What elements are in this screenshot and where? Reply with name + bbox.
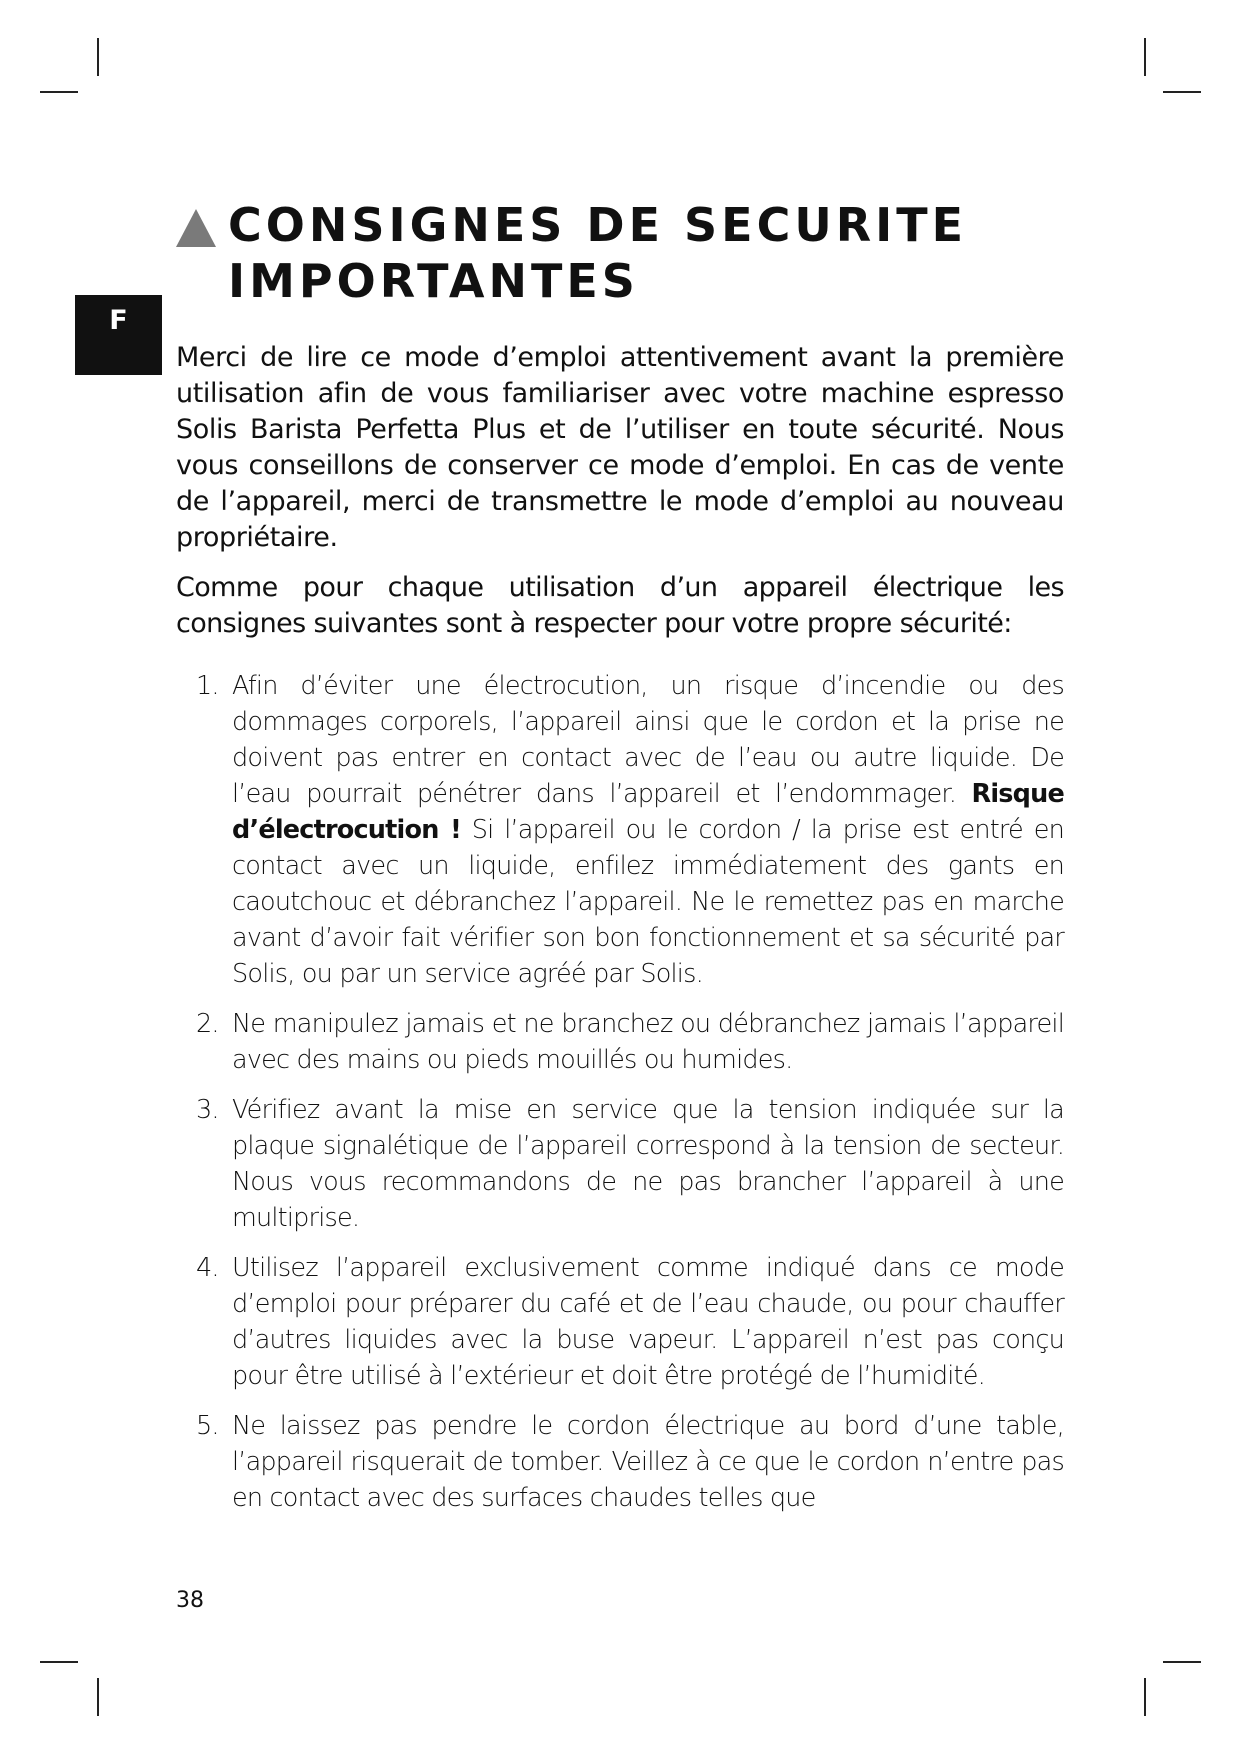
list-item (176, 1250, 1064, 1394)
intro-paragraph-2: Comme pour chaque utilisation d’un appareil électrique les consignes suivantes sont à respecter pour votre propre sécurité: (176, 572, 1064, 639)
list-item (176, 1092, 1064, 1236)
crop-mark-top-left-horizontal (40, 91, 78, 93)
page-title (228, 197, 1076, 309)
title-line-2: IMPORTANTES (228, 254, 639, 308)
list-item-text: Ne manipulez jamais et ne branchez ou débranchez jamais l’appareil avec des mains ou pieds mouillés ou humides. (232, 1009, 1064, 1075)
list-item (176, 1408, 1064, 1516)
list-item-emphasis: Risque d’électrocution ! (232, 779, 1064, 845)
list-item-number: 2. (196, 1009, 219, 1039)
list-item-text: Afin d’éviter une électrocution, un risque d’incendie ou des dommages corporels, l’appareil ainsi que le cordon et la prise ne doivent pas entrer en contact avec de l’eau ou autre liquide. De l’eau pourrait pénétrer dans l’appareil et l’endommager. (232, 671, 1064, 809)
list-item (176, 668, 1064, 992)
document-body (176, 340, 1064, 1530)
language-tab: F (75, 295, 162, 375)
crop-mark-bottom-left-horizontal (40, 1661, 78, 1663)
list-item-number: 1. (196, 671, 219, 701)
crop-mark-bottom-left-vertical (97, 1678, 99, 1716)
crop-mark-bottom-right-vertical (1144, 1678, 1146, 1716)
intro-paragraph: Merci de lire ce mode d’emploi attentivement avant la première utilisation afin de vous familiariser avec votre machine espresso Solis Barista Perfetta Plus et de l’utiliser en toute sécurité. Nous vous conseillons de conserver ce mode d’emploi. En cas de vente de l’appareil, merci de transmettre le mode d’emploi au nouveau propriétaire. (176, 342, 1064, 553)
crop-mark-top-right-vertical (1144, 38, 1146, 76)
list-item-text: Utilisez l’appareil exclusivement comme indiqué dans ce mode d’emploi pour préparer du café et de l’eau chaude, ou pour chauffer d’autres liquides avec la buse vapeur. L’appareil n’est pas conçu pour être utilisé à l’extérieur et doit être protégé de l’humidité. (232, 1253, 1064, 1391)
warning-triangle-icon (176, 209, 216, 247)
list-item-number: 4. (196, 1253, 219, 1283)
crop-mark-top-left-vertical (97, 38, 99, 76)
list-item-number: 3. (196, 1095, 219, 1125)
page-number: 38 (176, 1588, 204, 1613)
safety-rules-list (176, 668, 1064, 1516)
section-title (176, 197, 1076, 309)
list-item-text: Vérifiez avant la mise en service que la tension indiquée sur la plaque signalétique de l’appareil correspond à la tension de secteur. Nous vous recommandons de ne pas brancher l’appareil à une multiprise. (232, 1095, 1064, 1233)
list-item-text: Ne laissez pas pendre le cordon électrique au bord d’une table, l’appareil risquerait de tomber. Veillez à ce que le cordon n’entre pas en contact avec des surfaces chaudes telles que (232, 1411, 1064, 1513)
crop-mark-top-right-horizontal (1163, 91, 1201, 93)
title-line-1: CONSIGNES DE SECURITE (228, 198, 968, 252)
list-item-number: 5. (196, 1411, 219, 1441)
list-item-text-continued: Si l’appareil ou le cordon / la prise est entré en contact avec un liquide, enfilez immédiatement des gants en caoutchouc et débranchez l’appareil. Ne le remettez pas en marche avant d’avoir fait vérifier son bon fonctionnement et sa sécurité par Solis, ou par un service agréé par Solis. (232, 815, 1064, 989)
crop-mark-bottom-right-horizontal (1163, 1661, 1201, 1663)
list-item (176, 1006, 1064, 1078)
